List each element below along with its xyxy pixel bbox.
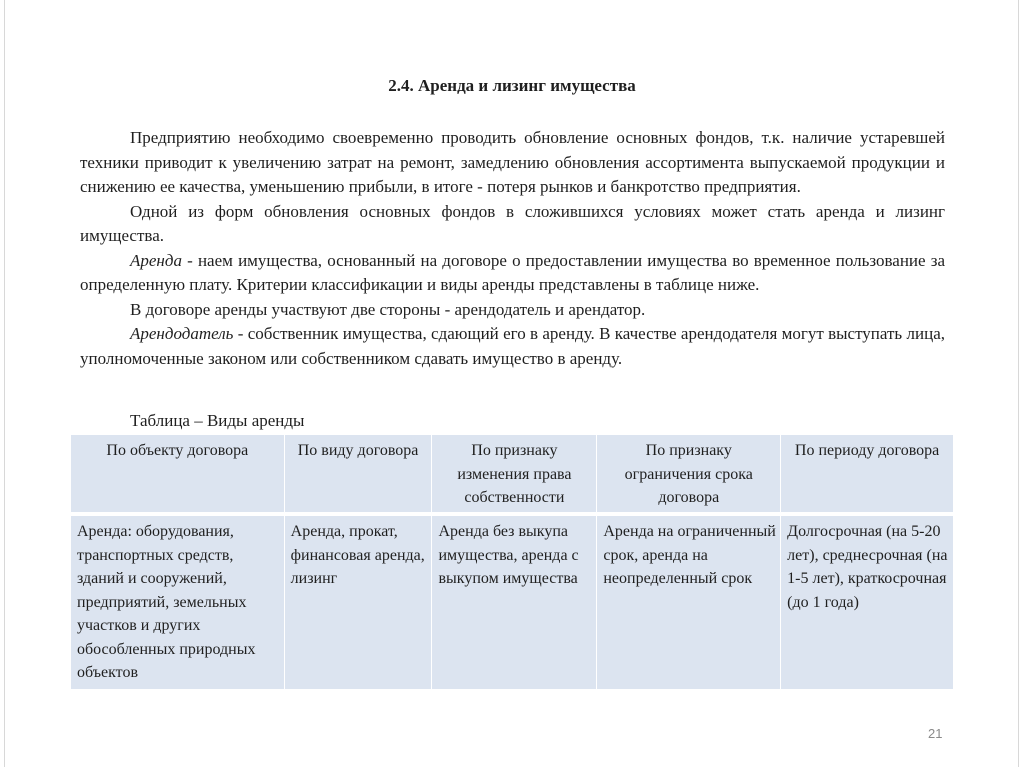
page-number: 21 [928,726,943,741]
body-text [80,126,945,371]
lessor-definition-text: - собственник имущества, сдающий его в аренду. В качестве арендодателя могут выступать лица, уполномоченные законом или собственником сдавать имущество в аренду. [80,324,945,368]
paragraph-parties: В договоре аренды участвуют две стороны - арендодатель и арендатор. [130,299,646,319]
header-by-ownership: По признаку изменения права собственности [432,435,597,516]
paragraph-lease-definition [80,249,945,298]
header-by-type: По виду договора [284,435,432,516]
header-by-term-limit: По признаку ограничения срока договора [597,435,781,516]
cell-term-limit: Аренда на ограниченный срок, аренда на неопределенный срок [597,516,781,690]
table-caption: Таблица – Виды аренды [130,411,305,430]
cell-object: Аренда: оборудования, транспортных средств, зданий и сооружений, предприятий, земельных участков и других обособленных природных объектов [71,516,285,690]
cell-ownership: Аренда без выкупа имущества, аренда с выкупом имущества [432,516,597,690]
table-row [71,516,954,690]
cell-type: Аренда, прокат, финансовая аренда, лизинг [284,516,432,690]
term-lessor: Арендодатель [130,324,234,343]
paragraph-lessor-definition [80,322,945,371]
paragraph-renewal: Предприятию необходимо своевременно проводить обновление основных фондов, т.к. наличие устаревшей техники приводит к увеличению затрат на ремонт, замедлению обновления ассортимента выпускаемой продукции и снижению ее качества, уменьшению прибыли, в итоге - потеря рынков и банкротство предприятия. [80,128,945,196]
lease-types-table [70,434,954,690]
right-page-edge [1018,0,1019,767]
lease-definition-text: - наем имущества, основанный на договоре о предоставлении имущества во временное пользование за определенную плату. Критерии классификации и виды аренды представлены в таблице ниже. [80,250,945,294]
term-lease: Аренда [130,250,182,270]
section-heading: 2.4. Аренда и лизинг имущества [388,76,636,95]
paragraph-forms: Одной из форм обновления основных фондов в сложившихся условиях может стать аренда и лизинг имущества. [80,201,945,245]
left-page-edge [4,0,5,767]
header-by-object: По объекту договора [71,435,285,516]
cell-period: Долгосрочная (на 5-20 лет), среднесрочная (на 1-5 лет), краткосрочная (до 1 года) [781,516,954,690]
header-by-period: По периоду договора [781,435,954,516]
table-header-row [71,435,954,516]
